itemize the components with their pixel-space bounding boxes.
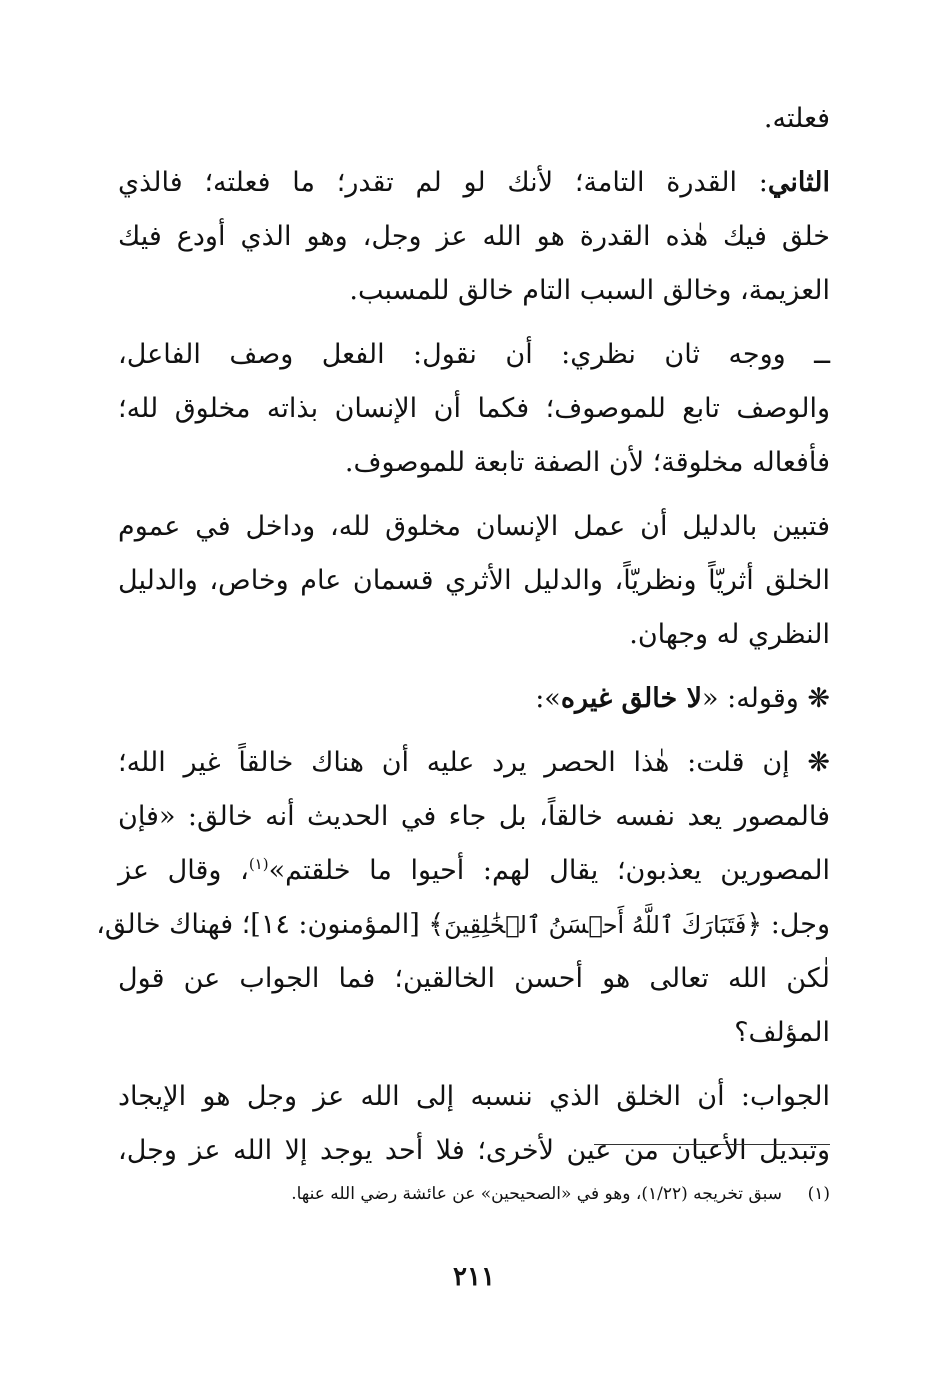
paragraph-line <box>96 898 830 952</box>
paragraph-line: والوصف تابع للموصوف؛ فكما أن الإنسان بذاته مخلوق لله؛ <box>118 393 830 424</box>
footnote-divider <box>594 1144 830 1145</box>
paragraph-line: المؤلف؟ <box>734 1017 830 1048</box>
paragraph-line: الجواب: أن الخلق الذي ننسبه إلى الله عز وجل هو الإيجاد <box>118 1081 830 1112</box>
text: »: <box>535 683 561 714</box>
quoted-bold: لا خالق غيره <box>560 683 702 714</box>
paragraph-line <box>118 92 830 146</box>
term-bold: الثاني <box>767 167 830 198</box>
paragraph-line: خلق فيك هٰذه القدرة هو الله عز وجل، وهو الذي أودع فيك <box>118 221 830 252</box>
paragraph-line: فأفعاله مخلوقة؛ لأن الصفة تابعة للموصوف. <box>344 447 830 478</box>
paragraph-line: فالمصور يعد نفسه خالقاً، بل جاء في الحديث أنه خالق: «فإن <box>118 801 830 832</box>
paragraph-line <box>118 844 830 898</box>
text: ، وقال عز <box>118 855 249 886</box>
paragraph-line: لٰكن الله تعالى هو أحسن الخالقين؛ فما الجواب عن قول <box>118 963 830 994</box>
footnote <box>118 1180 830 1208</box>
paragraph-line: الخلق أثريّاً ونظريّاً، والدليل الأثري قسمان عام وخاص، والدليل <box>118 565 830 596</box>
page-number: ٢١١ <box>453 1262 495 1292</box>
text: ❋ وقوله: « <box>702 683 830 714</box>
text: ﴾ [المؤمنون: ١٤]؛ فهناك خالق، <box>96 909 445 940</box>
text: : القدرة التامة؛ لأنك لو لم تقدر؛ ما فعلته؛ فالذي <box>118 167 768 198</box>
paragraph-line: فتبين بالدليل أن عمل الإنسان مخلوق لله، وداخل في عموم <box>118 511 830 542</box>
text: المصورين يعذبون؛ يقال لهم: أحيوا ما خلقتم» <box>268 855 830 886</box>
paragraph-line: النظري له وجهان. <box>629 619 830 650</box>
text: وجل: ﴿ <box>746 909 830 940</box>
footnote-text: سبق تخريجه (١/٢٢)، وهو في «الصحيحين» عن عائشة رضي الله عنها. <box>291 1184 782 1204</box>
paragraph-line: العزيمة، وخالق السبب التام خالق للمسبب. <box>349 275 830 306</box>
paragraph-line <box>118 156 830 210</box>
paragraph-line: ❋ إن قلت: هٰذا الحصر يرد عليه أن هناك خالقاً غير الله؛ <box>118 747 830 778</box>
paragraph-line: وتبديل الأعيان من عين لأخرى؛ فلا أحد يوجد إلا الله عز وجل، <box>118 1135 830 1166</box>
footnote-number: (١) <box>807 1184 830 1204</box>
paragraph-line <box>118 672 830 726</box>
footnote-marker: (١) <box>248 855 269 873</box>
paragraph-line: ــ ووجه ثان نظري: أن نقول: الفعل وصف الفاعل، <box>118 339 830 370</box>
page-body <box>96 92 830 1178</box>
text: فعلته. <box>763 103 830 134</box>
quran-verse: فَتَبَارَكَ ٱللَّهُ أَحۡسَنُ ٱلۡخَٰلِقِينَ <box>444 911 747 939</box>
